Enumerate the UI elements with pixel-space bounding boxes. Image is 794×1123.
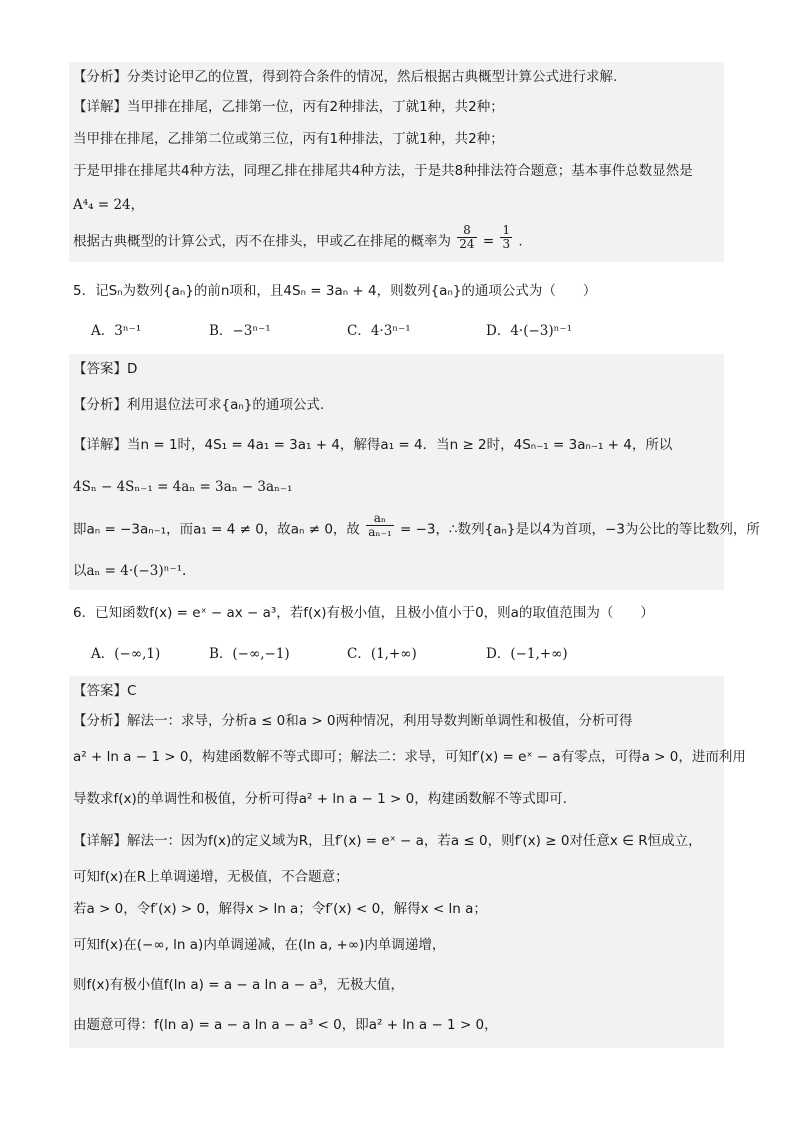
- fraction: [500, 224, 512, 251]
- question-5: 5．记Sₙ为数列{aₙ}的前n项和，且4Sₙ = 3aₙ + 4，则数列{aₙ}的通项公式为（ ）: [73, 283, 597, 299]
- option-d: D．4·(−3)ⁿ⁻¹: [486, 323, 573, 339]
- detail-text: 即aₙ = −3aₙ₋₁，而a₁ = 4 ≠ 0，故aₙ ≠ 0，故: [73, 521, 360, 538]
- option-c: C．4·3ⁿ⁻¹: [347, 323, 411, 339]
- detail-line: 由题意可得：f(ln a) = a − a ln a − a³ < 0，即a² + ln a − 1 > 0，: [73, 1017, 498, 1033]
- equals-sign: =: [482, 233, 495, 250]
- detail-line: 【详解】当甲排在排尾，乙排第一位，丙有2种排法，丁就1种，共2种；: [73, 99, 504, 115]
- analysis-line: a² + ln a − 1 > 0，构建函数解不等式即可；解法二：求导，可知f′(x) = eˣ − a有零点，可得a > 0，进而利用: [73, 749, 746, 765]
- fraction-denominator: 3: [502, 237, 511, 251]
- fraction-denominator: 24: [459, 237, 475, 251]
- option-b: B．−3ⁿ⁻¹: [209, 323, 271, 339]
- detail-line: 【详解】当n = 1时，4S₁ = 4a₁ = 3a₁ + 4，解得a₁ = 4．当n ≥ 2时，4Sₙ₋₁ = 3aₙ₋₁ + 4，所以: [73, 437, 673, 453]
- option-a: A．(−∞,1): [91, 646, 161, 662]
- period: .: [518, 233, 523, 250]
- detail-line: 则f(x)有极小值f(ln a) = a − a ln a − a³，无极大值，: [73, 977, 405, 993]
- detail-line: 于是甲排在排尾共4种方法，同理乙排在排尾共4种方法，于是共8种排法符合题意；基本事件总数显然是: [73, 163, 693, 179]
- analysis-line: 导数求f(x)的单调性和极值，分析可得a² + ln a − 1 > 0，构建函数解不等式即可.: [73, 791, 567, 807]
- analysis-line: 【分析】分类讨论甲乙的位置，得到符合条件的情况，然后根据古典概型计算公式进行求解.: [73, 69, 618, 85]
- detail-line: 【详解】解法一：因为f(x)的定义域为R，且f′(x) = eˣ − a，若a ≤ 0，则f′(x) ≥ 0对任意x ∈ R恒成立，: [73, 833, 702, 849]
- equation-line: 4Sₙ − 4Sₙ₋₁ = 4aₙ = 3aₙ − 3aₙ₋₁: [73, 479, 293, 495]
- analysis-line: 【分析】利用退位法可求{aₙ}的通项公式.: [73, 397, 325, 413]
- fraction-denominator: aₙ₋₁: [368, 525, 392, 539]
- option-b: B．(−∞,−1): [209, 646, 290, 662]
- answer-label: 【答案】D: [73, 361, 138, 377]
- detail-text: = −3，∴数列{aₙ}是以4为首项，−3为公比的等比数列，所: [400, 521, 760, 538]
- detail-line: 可知f(x)在(−∞, ln a)内单调递减，在(ln a, +∞)内单调递增，: [73, 937, 446, 953]
- option-d: D．(−1,+∞): [486, 646, 568, 662]
- detail-line: 当甲排在排尾，乙排第二位或第三位，丙有1种排法，丁就1种，共2种；: [73, 131, 504, 147]
- detail-line: 若a > 0，令f′(x) > 0，解得x > ln a；令f′(x) < 0，解得x < ln a；: [73, 901, 487, 917]
- fraction-numerator: aₙ: [366, 512, 394, 526]
- detail-line: [73, 511, 760, 539]
- ratio-fraction: [366, 512, 394, 539]
- question-6: 6．已知函数f(x) = eˣ − ax − a³，若f(x)有极小值，且极小值小于0，则a的取值范围为（ ）: [73, 605, 654, 621]
- probability-line: [73, 223, 523, 251]
- general-term: 以aₙ = 4·(−3)ⁿ⁻¹.: [73, 563, 187, 579]
- solution-block-5: [69, 354, 724, 590]
- fraction: [457, 224, 476, 251]
- option-c: C．(1,+∞): [347, 646, 417, 662]
- detail-line: 可知f(x)在R上单调递增，无极值，不合题意；: [73, 869, 349, 885]
- option-a: A．3ⁿ⁻¹: [91, 323, 142, 339]
- permutation-formula: A⁴₄ = 24，: [73, 197, 145, 213]
- fraction-numerator: 8: [457, 224, 476, 238]
- fraction-numerator: 1: [502, 223, 511, 237]
- probability-text: 根据古典概型的计算公式，丙不在排头，甲或乙在排尾的概率为: [73, 233, 451, 250]
- analysis-line: 【分析】解法一：求导，分析a ≤ 0和a > 0两种情况，利用导数判断单调性和极值，分析可得: [73, 713, 633, 729]
- answer-label: 【答案】C: [73, 683, 137, 699]
